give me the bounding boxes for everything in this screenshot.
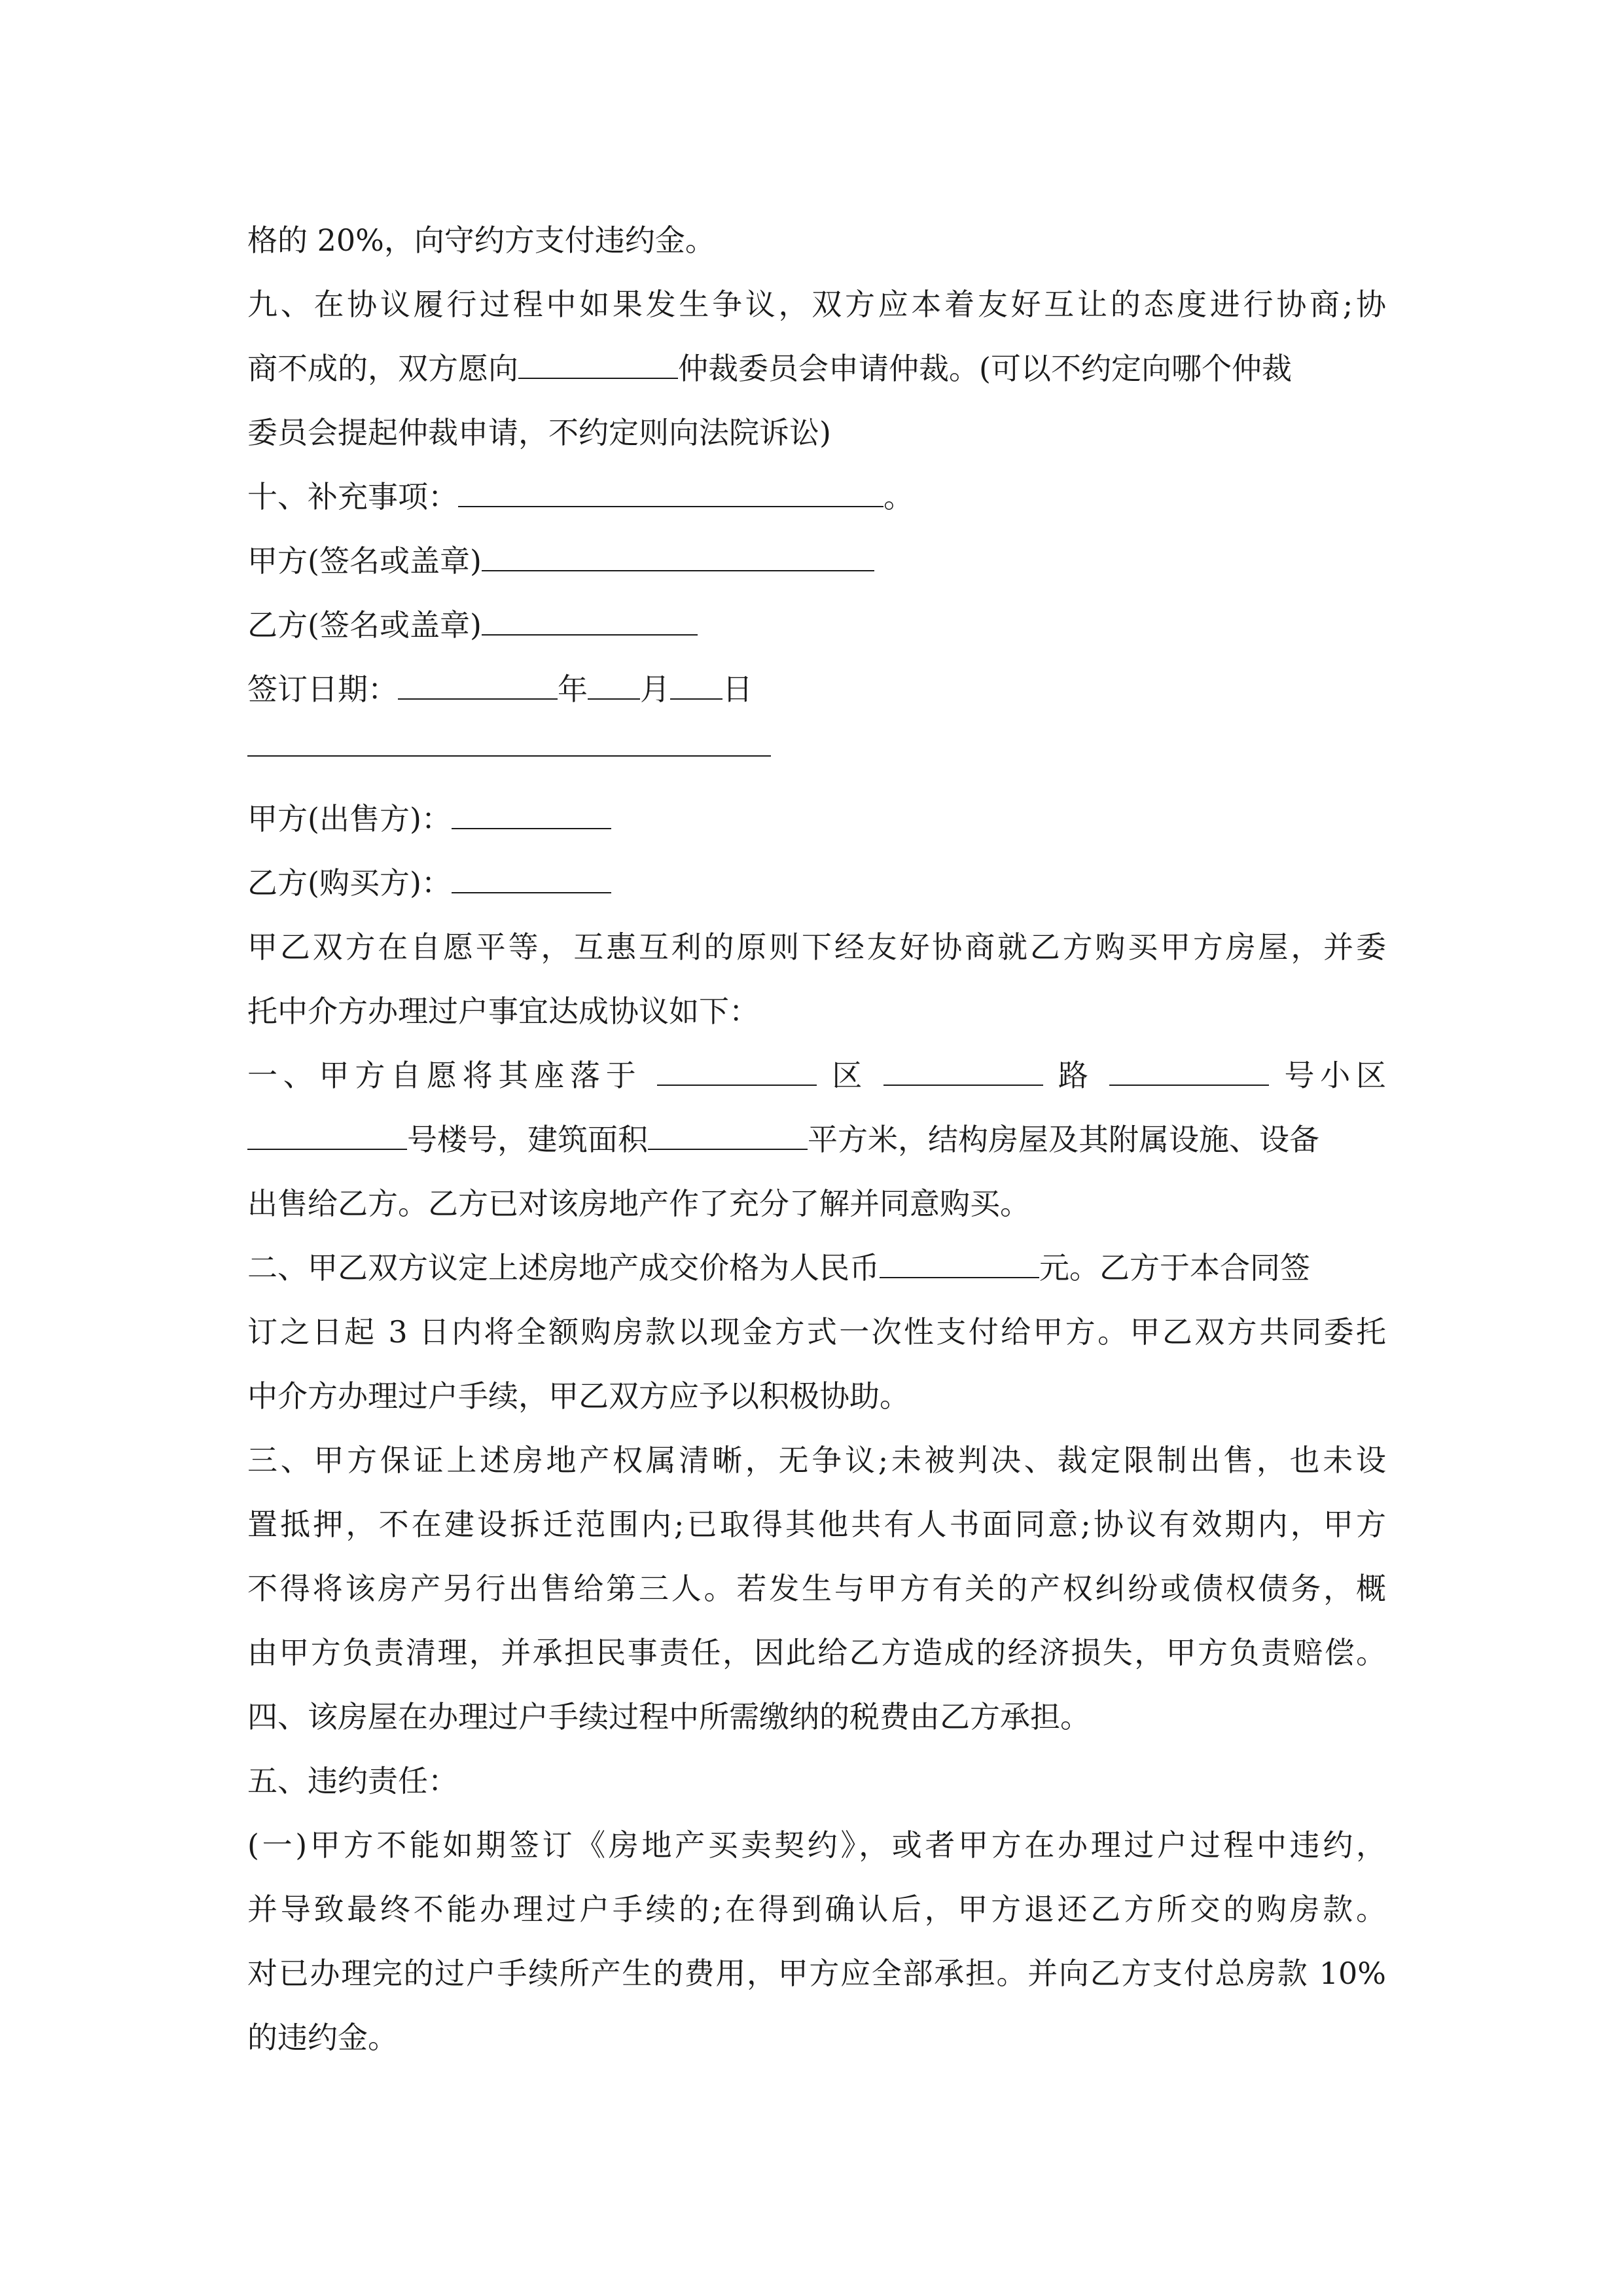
seller-line: [247, 787, 1386, 851]
year-blank: [398, 672, 558, 700]
clause-1-line-2: [247, 1107, 1386, 1172]
party-b-signature-label: 乙方(签名或盖章): [247, 607, 482, 643]
area-blank: [648, 1122, 808, 1150]
clause-1-text-b: 平方米，结构房屋及其附属设施、设备: [808, 1122, 1319, 1157]
supplementary-blank: [458, 480, 883, 507]
clause-3-line-2: 置抵押，不在建设拆迁范围内;已取得其他共有人书面同意;协议有效期内，甲方: [247, 1507, 1386, 1542]
party-b-signature: [247, 593, 1386, 657]
road-label: 路: [1058, 1058, 1094, 1093]
clause-1-line-1: [247, 1043, 1386, 1107]
supplementary-period: 。: [883, 479, 914, 514]
clause-9-text-a: 商不成的，双方愿向: [247, 351, 518, 386]
buyer-label: 乙方(购买方)：: [247, 865, 452, 901]
supplementary-label: 十、补充事项：: [247, 479, 458, 514]
clause-2-line-2: 订之日起 3 日内将全额购房款以现金方式一次性支付给甲方。甲乙双方共同委托: [247, 1314, 1386, 1350]
clause-3-line-4: 由甲方负责清理，并承担民事责任，因此给乙方造成的经济损失，甲方负责赔偿。: [247, 1635, 1386, 1670]
clause-9-line-1: 九、在协议履行过程中如果发生争议，双方应本着友好互让的态度进行协商;协: [247, 287, 1386, 322]
clause-5-1-line-4: 的违约金。: [247, 2020, 398, 2055]
signing-date: [247, 657, 1386, 721]
party-a-signature-label: 甲方(签名或盖章): [247, 543, 482, 579]
building-blank: [247, 1122, 407, 1150]
clause-5-1-line-1: (一)甲方不能如期签订《房地产买卖契约》，或者甲方在办理过户过程中违约，: [247, 1827, 1386, 1863]
road-blank: [883, 1058, 1043, 1086]
clause-10: [247, 465, 1386, 529]
year-label: 年: [558, 672, 588, 707]
district-label: 区: [832, 1058, 868, 1093]
buyer-line: [247, 851, 1386, 915]
clause-5-heading: 五、违约责任：: [247, 1763, 458, 1799]
preamble-line-2: 托中介方办理过户事宜达成协议如下：: [247, 994, 759, 1029]
clause-5-1-line-2: 并导致最终不能办理过户手续的;在得到确认后，甲方退还乙方所交的购房款。: [247, 1892, 1386, 1927]
number-blank: [1109, 1058, 1269, 1086]
section-separator: [247, 755, 771, 787]
seller-label: 甲方(出售方)：: [247, 801, 452, 836]
clause-4: 四、该房屋在办理过户手续过程中所需缴纳的税费由乙方承担。: [247, 1699, 1090, 1734]
month-label: 月: [640, 672, 670, 707]
contract-body: [247, 208, 1386, 2070]
district-blank: [657, 1058, 817, 1086]
arbitration-committee-blank: [518, 351, 678, 379]
seller-blank: [452, 802, 611, 829]
clause-2-text-a: 二、甲乙双方议定上述房地产成交价格为人民币: [247, 1250, 880, 1285]
month-blank: [588, 672, 640, 700]
signing-date-label: 签订日期：: [247, 672, 398, 707]
day-blank: [670, 672, 722, 700]
party-a-signature-blank: [482, 544, 874, 571]
clause-9-text-b: 仲裁委员会申请仲裁。(可以不约定向哪个仲裁: [678, 351, 1292, 386]
building-area-label: 号楼号，建筑面积: [407, 1122, 648, 1157]
clause-3-line-3: 不得将该房产另行出售给第三人。若发生与甲方有关的产权纠纷或债权债务，概: [247, 1571, 1386, 1606]
buyer-blank: [452, 866, 611, 893]
party-b-signature-blank: [482, 608, 698, 636]
day-label: 日: [722, 672, 753, 707]
clause-9-line-3: 委员会提起仲裁申请，不约定则向法院诉讼): [247, 415, 831, 450]
clause-8-continued: 格的 20%，向守约方支付违约金。: [247, 223, 715, 258]
clause-1-text-a: 一、甲方自愿将其座落于: [247, 1058, 642, 1093]
party-a-signature: [247, 529, 1386, 593]
clause-2-line-3: 中介方办理过户手续，甲乙双方应予以积极协助。: [247, 1378, 910, 1414]
community-label: 号小区: [1284, 1058, 1387, 1093]
clause-3-line-1: 三、甲方保证上述房地产权属清晰，无争议;未被判决、裁定限制出售，也未设: [247, 1443, 1386, 1478]
preamble-line-1: 甲乙双方在自愿平等，互惠互利的原则下经友好协商就乙方购买甲方房屋，并委: [247, 929, 1386, 965]
clause-2-text-b: 元。乙方于本合同签: [1039, 1250, 1310, 1285]
clause-1-line-3: 出售给乙方。乙方已对该房地产作了充分了解并同意购买。: [247, 1186, 1030, 1221]
clause-5-1-line-3: 对已办理完的过户手续所产生的费用，甲方应全部承担。并向乙方支付总房款 10%: [247, 1956, 1386, 1991]
price-blank: [880, 1251, 1039, 1278]
clause-2-line-1: [247, 1236, 1386, 1300]
clause-9-line-2: [247, 336, 1386, 401]
